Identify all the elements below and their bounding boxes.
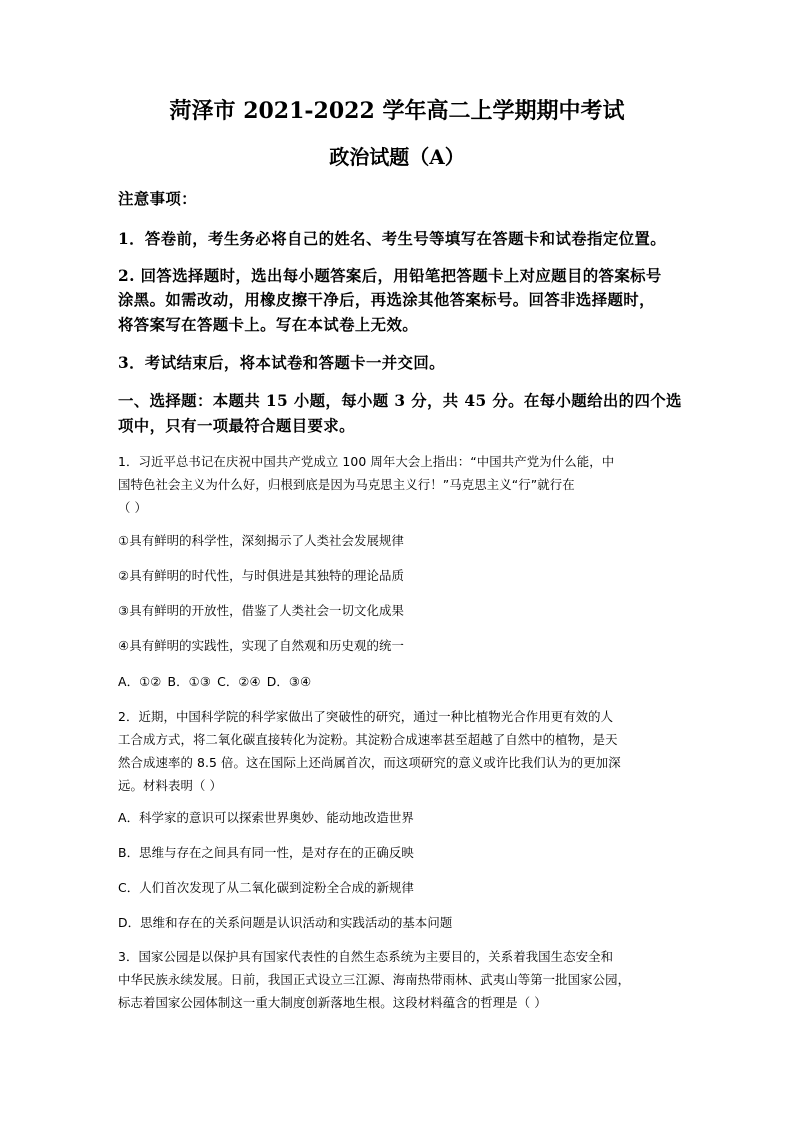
question-1-stem-line-2: 国特色社会主义为什么好，归根到底是因为马克思主义行！”马克思主义“行”就行在: [118, 477, 575, 492]
notice-item-2-line-3: 将答案写在答题卡上。写在本试卷上无效。: [118, 316, 419, 334]
question-1-stem-line-3: （ ）: [118, 500, 148, 515]
question-2-stem-line-3: 然合成速率的 8.5 倍。这在国际上还尚属首次，而这项研究的意义或许比我们认为的更加深: [118, 755, 621, 770]
section-heading-line-1: 一、选择题：本题共 15 小题，每小题 3 分，共 45 分。在每小题给出的四个选: [118, 392, 682, 410]
question-1-statement-2: ②具有鲜明的时代性，与时俱进是其独特的理论品质: [118, 568, 405, 583]
notice-heading: 注意事项：: [118, 190, 197, 208]
question-2-option-d: D．思维和存在的关系问题是认识活动和实践活动的基本问题: [118, 915, 453, 930]
question-1-statement-3: ③具有鲜明的开放性，借鉴了人类社会一切文化成果: [118, 603, 405, 618]
exam-title: 菏泽市 2021-2022 学年高二上学期期中考试: [169, 98, 625, 124]
question-2-stem-line-2: 工合成方式，将二氧化碳直接转化为淀粉。其淀粉合成速率甚至超越了自然中的植物，是天: [118, 732, 618, 747]
notice-item-2-line-2: 涂黑。如需改动，用橡皮擦干净后，再选涂其他答案标号。回答非选择题时，: [118, 291, 655, 309]
question-1-statement-1: ①具有鲜明的科学性，深刻揭示了人类社会发展规律: [118, 533, 405, 548]
question-3-stem-line-2: 中华民族永续发展。日前，我国正式设立三江源、海南热带雨林、武夷山等第一批国家公园，: [118, 972, 631, 987]
question-1-options: A．①② B．①③ C．②④ D．③④: [118, 674, 312, 689]
exam-subtitle: 政治试题（A）: [329, 145, 465, 169]
question-2-option-b: B．思维与存在之间具有同一性，是对存在的正确反映: [118, 845, 414, 860]
question-2-stem-line-1: 2．近期，中国科学院的科学家做出了突破性的研究，通过一种比植物光合作用更有效的人: [118, 709, 614, 724]
section-heading-line-2: 项中，只有一项最符合题目要求。: [118, 417, 355, 435]
question-2-option-a: A．科学家的意识可以探索世界奥妙、能动地改造世界: [118, 810, 414, 825]
notice-item-2-line-1: 2. 回答选择题时，选出每小题答案后，用铅笔把答题卡上对应题目的答案标号: [118, 267, 662, 285]
question-1-stem-line-1: 1．习近平总书记在庆祝中国共产党成立 100 周年大会上指出：“中国共产党为什么能，中: [118, 454, 615, 469]
notice-item-1: 1．答卷前，考生务必将自己的姓名、考生号等填写在答题卡和试卷指定位置。: [118, 230, 666, 248]
question-3-stem-line-3: 标志着国家公园体制这一重大制度创新落地生根。这段材料蕴含的哲理是（ ）: [118, 995, 547, 1010]
question-2-stem-line-4: 远。材料表明（ ）: [118, 778, 222, 793]
question-1-statement-4: ④具有鲜明的实践性，实现了自然观和历史观的统一: [118, 638, 405, 653]
notice-item-3: 3．考试结束后，将本试卷和答题卡一并交回。: [118, 354, 445, 372]
question-3-stem-line-1: 3．国家公园是以保护具有国家代表性的自然生态系统为主要目的，关系着我国生态安全和: [118, 949, 614, 964]
question-2-option-c: C．人们首次发现了从二氧化碳到淀粉全合成的新规律: [118, 880, 415, 895]
